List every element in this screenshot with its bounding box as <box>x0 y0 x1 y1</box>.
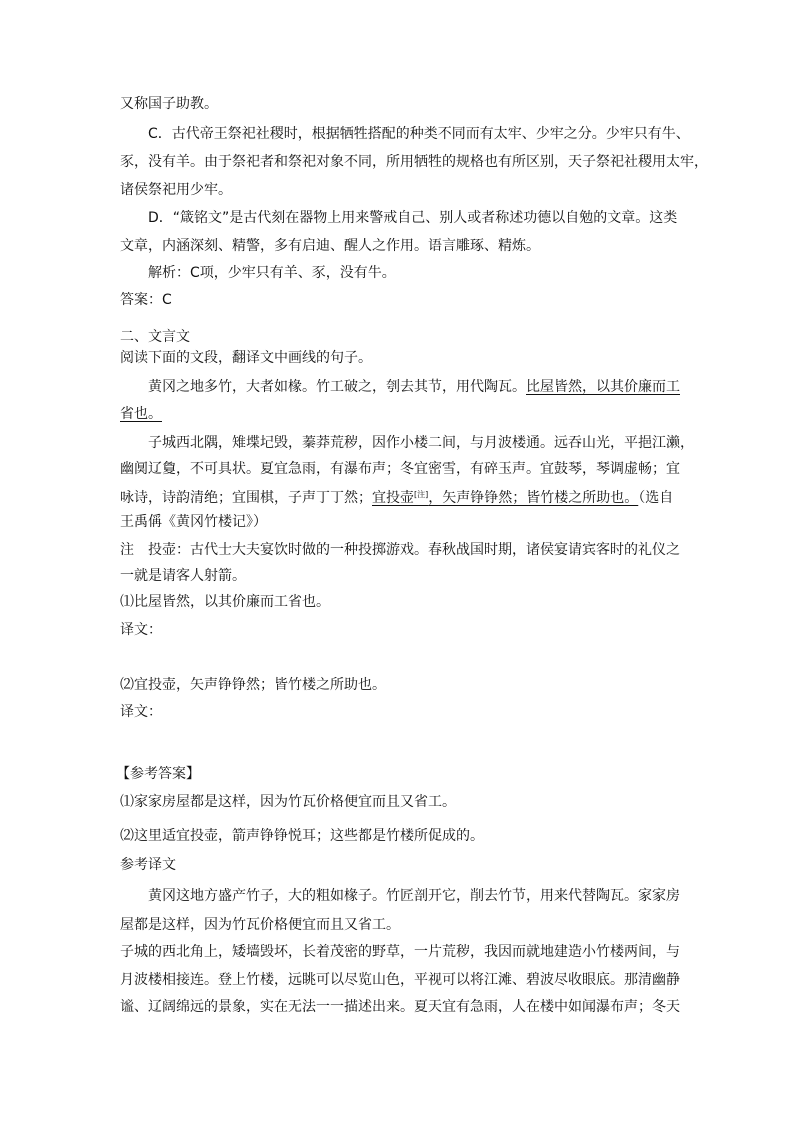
passage-p2-line-2: 幽阒辽敻，不可具状。夏宜急雨，有瀑布声；冬宜密雪，有碎玉声。宜鼓琴，琴调虚畅；宜 <box>120 461 680 477</box>
reference-answer-1: ⑴家家房屋都是这样，因为竹瓦价格便宜而且又省工。 <box>120 794 456 810</box>
question-1: ⑴比屋皆然，以其价廉而工省也。 <box>120 594 330 610</box>
passage-text: （选自 <box>638 490 674 506</box>
reference-heading: 【参考答案】 <box>116 766 200 782</box>
note-line-1: 注 投壶：古代士大夫宴饮时做的一种投掷游戏。春秋战国时期，诸侯宴请宾客时的礼仪之 <box>120 542 680 558</box>
answer: 答案：C <box>120 292 172 308</box>
instruction: 阅读下面的文段，翻译文中画线的句子。 <box>120 350 372 366</box>
passage-p2-line-1: 子城西北隅，雉堞圮毁，蓁莽荒秽，因作小楼二间，与月波楼通。远吞山光，平挹江濑， <box>148 435 694 451</box>
translation-heading: 参考译文 <box>120 857 176 873</box>
translation-label-2: 译文： <box>120 704 162 720</box>
translation-label-1: 译文： <box>120 622 162 638</box>
underlined-sentence-2-start: 宜投壶 <box>372 490 414 506</box>
option-d-line-1: D．“箴铭文”是古代刻在器物上用来警戒自己、别人或者称述功德以自勉的文章。这类 <box>148 210 678 226</box>
underlined-sentence-2 <box>372 490 638 506</box>
note-line-2: 一就是请客人射箭。 <box>120 568 246 584</box>
passage-p1-line-1 <box>148 377 680 397</box>
analysis: 解析：C项，少牢只有羊、豕，没有牛。 <box>148 265 396 281</box>
passage-source: 王禹偁《黄冈竹楼记》） <box>120 514 267 530</box>
option-c-line-1: C．古代帝王祭祀社稷时，根据牺牲搭配的种类不同而有太牢、少牢之分。少牢只有牛、 <box>148 126 690 142</box>
passage-text: 咏诗，诗韵清绝；宜围棋，子声丁丁然； <box>120 490 372 506</box>
reference-answer-2: ⑵这里适宜投壶，箭声铮铮悦耳；这些都是竹楼所促成的。 <box>120 828 484 844</box>
translation-p1-line-2: 屋都是这样，因为竹瓦价格便宜而且又省工。 <box>120 917 400 933</box>
translation-p2-line-3: 谧、辽阔绵远的景象，实在无法一一描述出来。夏天宜有急雨，人在楼中如闻瀑布声；冬天 <box>120 999 680 1015</box>
translation-p2-line-1: 子城的西北角上，矮墙毁坏，长着茂密的野草，一片荒秽，我因而就地建造小竹楼两间，与 <box>120 944 680 960</box>
underlined-sentence-1: 比屋皆然，以其价廉而工 <box>526 379 680 395</box>
underlined-sentence-1-end: 省也。 <box>120 406 162 422</box>
underlined-sentence-2-rest: ，矢声铮铮然；皆竹楼之所助也。 <box>428 490 639 506</box>
option-d-line-2: 文章，内涵深刻、精警，多有启迪、醒人之作用。语言雕琢、精炼。 <box>120 238 540 254</box>
note-marker: [注] <box>414 490 429 499</box>
text-line: 又称国子助教。 <box>120 96 218 112</box>
translation-p1-line-1: 黄冈这地方盛产竹子，大的粗如椽子。竹匠剖开它，削去竹节，用来代替陶瓦。家家房 <box>148 888 680 904</box>
passage-p1-line-2 <box>120 404 162 424</box>
option-c-line-3: 诸侯祭祀用少牢。 <box>120 182 232 198</box>
passage-text: 黄冈之地多竹，大者如椽。竹工破之，刳去其节，用代陶瓦。 <box>148 379 526 395</box>
section-heading: 二、文言文 <box>120 329 190 345</box>
passage-p2-line-3 <box>120 485 673 508</box>
question-2: ⑵宜投壶，矢声铮铮然；皆竹楼之所助也。 <box>120 677 386 693</box>
option-c-line-2: 豕，没有羊。由于祭祀者和祭祀对象不同，所用牺牲的规格也有所区别，天子祭祀社稷用太牢， <box>120 154 708 170</box>
translation-p2-line-2: 月波楼相接连。登上竹楼，远眺可以尽览山色，平视可以将江滩、碧波尽收眼底。那清幽静 <box>120 972 680 988</box>
